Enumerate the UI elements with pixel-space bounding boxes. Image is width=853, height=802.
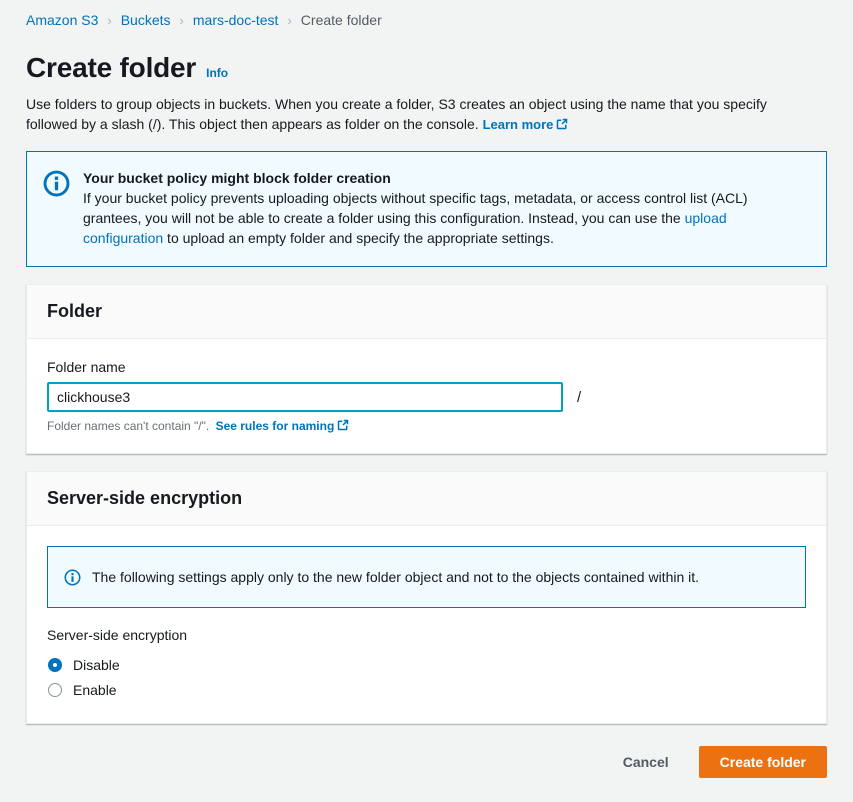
helper-text: Folder names can't contain "/". xyxy=(47,419,210,433)
info-circle-icon xyxy=(43,170,70,197)
slash-suffix: / xyxy=(577,388,582,406)
folder-card xyxy=(26,284,827,454)
upload-configuration-link[interactable]: upload configuration xyxy=(83,210,727,246)
radio-option-disable[interactable] xyxy=(47,653,806,678)
alert-body-text: to upload an empty folder and specify the appropriate settings. xyxy=(163,230,554,246)
info-circle-icon xyxy=(64,569,81,586)
alert-title: Your bucket policy might block folder creation xyxy=(83,170,391,186)
breadcrumb-buckets[interactable]: Buckets xyxy=(120,12,171,28)
create-folder-button[interactable]: Create folder xyxy=(699,746,827,778)
external-link-icon xyxy=(337,419,349,431)
breadcrumb-separator-icon: › xyxy=(179,12,184,28)
form-actions xyxy=(26,746,827,778)
page-title: Create folder xyxy=(26,52,197,83)
folder-name-helper xyxy=(47,419,806,433)
radio-label: Disable xyxy=(73,657,120,673)
encryption-section-title: Server-side encryption xyxy=(47,488,243,508)
page-description xyxy=(26,94,816,135)
folder-section-title: Folder xyxy=(47,301,103,321)
folder-name-label: Folder name xyxy=(47,359,126,375)
encryption-radio-group-label: Server-side encryption xyxy=(47,627,188,643)
breadcrumb-amazon-s3[interactable]: Amazon S3 xyxy=(26,12,99,28)
learn-more-link[interactable]: Learn more xyxy=(483,117,569,132)
breadcrumb-bucket-name[interactable]: mars-doc-test xyxy=(192,12,279,28)
radio-button-icon[interactable] xyxy=(48,658,62,672)
folder-card-header xyxy=(27,285,826,339)
encryption-card-header xyxy=(27,472,826,526)
radio-label: Enable xyxy=(73,682,117,698)
breadcrumb-current: Create folder xyxy=(300,12,382,28)
alert-body xyxy=(83,188,783,248)
description-text: Use folders to group objects in buckets. When you create a folder, S3 creates an object using the name that you specify followed by a slash (/). This object then appears as folder on the console. xyxy=(26,96,767,132)
encryption-info-alert xyxy=(47,546,806,608)
naming-rules-link[interactable]: See rules for naming xyxy=(216,419,350,433)
alert-body-text: If your bucket policy prevents uploading objects without specific tags, metadata, or access control list (ACL) grantees, you will not be able to create a folder using this configuration. Instead, you can use the xyxy=(83,190,748,226)
bucket-policy-alert xyxy=(26,151,827,267)
radio-button-icon[interactable] xyxy=(48,683,62,697)
cancel-button[interactable]: Cancel xyxy=(619,748,673,776)
encryption-info-text: The following settings apply only to the new folder object and not to the objects contained within it. xyxy=(92,569,700,585)
radio-option-enable[interactable] xyxy=(47,678,806,703)
encryption-card xyxy=(26,471,827,724)
breadcrumb-separator-icon: › xyxy=(287,12,292,28)
info-link[interactable]: Info xyxy=(206,66,229,80)
breadcrumb-separator-icon: › xyxy=(107,12,112,28)
folder-name-input[interactable] xyxy=(47,382,563,412)
external-link-icon xyxy=(556,118,568,130)
breadcrumb xyxy=(26,10,827,28)
